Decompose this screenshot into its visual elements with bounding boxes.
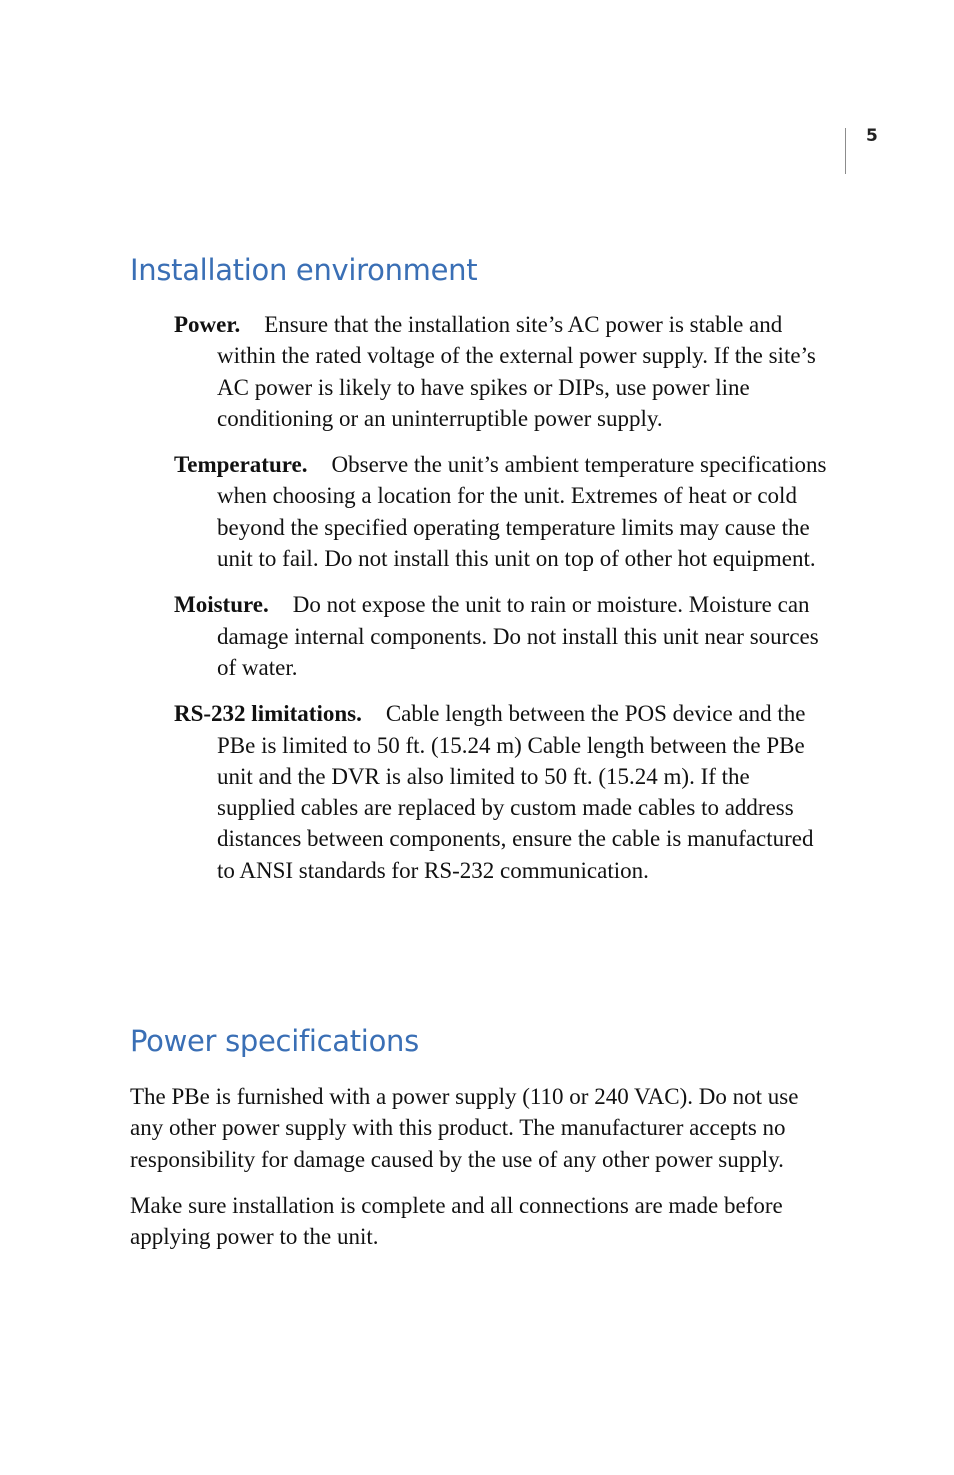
section-power-specifications (130, 1023, 830, 1267)
header-divider (845, 128, 846, 174)
entry-term: Temperature. (174, 452, 308, 478)
section-title: Installation environment (130, 253, 478, 287)
paragraph: Make sure installation is complete and all connections are made before applying power to the unit. (130, 1192, 783, 1250)
paragraph: The PBe is furnished with a power supply (110 or 240 VAC). Do not use any other power supply with this product. The manufacturer accepts no responsibility for damage caused by the use of any other power supply. (130, 1084, 799, 1172)
page-number: 5 (866, 126, 878, 146)
entry-text: Ensure that the installation site’s AC power is stable and within the rated voltage of the external power supply. If the site’s AC power is likely to have spikes or DIPs, use power line conditioning or an uninterruptible power supply. (217, 312, 816, 431)
section-title: Power specifications (130, 1024, 419, 1058)
entry-rs232-limitations (174, 698, 830, 886)
entry-text: Observe the unit’s ambient temperature specifications when choosing a location for the unit. Extremes of heat or cold beyond the specified operating temperature limits may cause the unit to fail. Do not install this unit on top of other hot equipment. (217, 452, 827, 572)
entry-power (174, 309, 830, 434)
section-installation-environment (130, 252, 830, 901)
entry-term: Power. (174, 312, 241, 337)
entry-text: Cable length between the POS device and the PBe is limited to 50 ft. (15.24 m) Cable length between the PBe unit and the DVR is also limited to 50 ft. (15.24 m). If the supplied cables are replaced by custom made cables to address distances between components, ensure the cable is manufactured to ANSI standards for RS-232 communication. (217, 701, 814, 883)
entry-text: Do not expose the unit to rain or moisture. Moisture can damage internal components. Do not install this unit near sources of water. (217, 592, 819, 680)
entry-term: RS-232 limitations. (174, 701, 362, 727)
entry-moisture (174, 589, 830, 683)
entry-temperature (174, 449, 830, 574)
paragraph-list (130, 1081, 830, 1252)
entry-term: Moisture. (174, 592, 269, 618)
entry-list (130, 309, 830, 886)
